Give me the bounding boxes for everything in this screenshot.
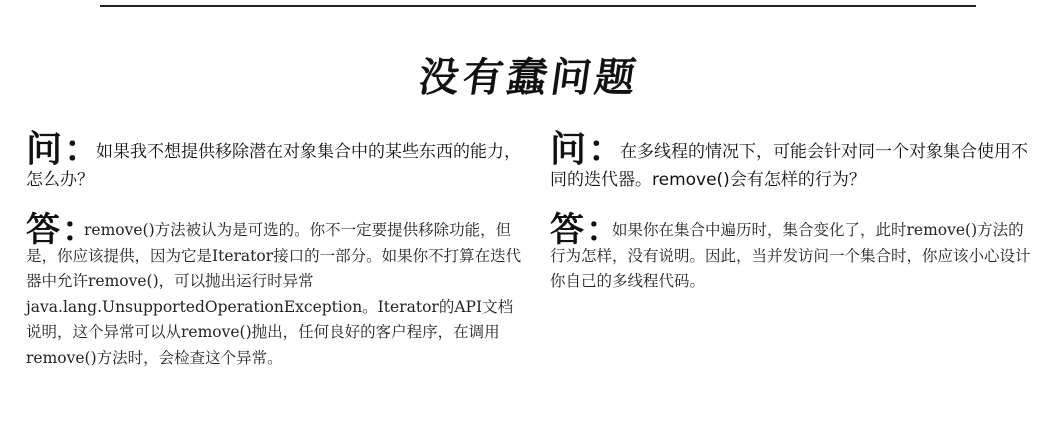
answer-marker: 答： — [26, 210, 98, 250]
top-rule — [100, 5, 976, 7]
question-block-left — [26, 129, 526, 194]
question-marker: 问： — [26, 129, 103, 170]
answer-block-right — [550, 210, 1032, 295]
question-marker: 问： — [550, 129, 627, 170]
question-text-right: 在多线程的情况下，可能会针对同一个对象集合使用不同的迭代器。remove()会有怎样的行为？ — [550, 142, 1028, 190]
question-block-right — [550, 129, 1032, 194]
question-text-left: 如果我不想提供移除潜在对象集合中的某些东西的能力，怎么办？ — [26, 142, 521, 190]
qa-left — [26, 129, 526, 371]
answer-marker: 答： — [550, 210, 622, 250]
page-title: 没有蠢问题 — [415, 55, 643, 101]
qa-right — [550, 129, 1032, 295]
answer-block-left — [26, 210, 526, 371]
answer-text-left: remove()方法被认为是可选的。你不一定要提供移除功能，但是，你应该提供，因为它是Iterator接口的一部分。如果你不打算在迭代器中允许remove()，可以抛出运行时异常java.lang.UnsupportedOperationException。Iterator的API文档说明，这个异常可以从remove()抛出，任何良好的客户程序，在调用remove()方法时，会检查这个异常。 — [26, 221, 522, 367]
answer-text-right: 如果你在集合中遍历时，集合变化了，此时remove()方法的行为怎样，没有说明。因此，当并发访问一个集合时，你应该小心设计你自己的多线程代码。 — [550, 221, 1031, 290]
